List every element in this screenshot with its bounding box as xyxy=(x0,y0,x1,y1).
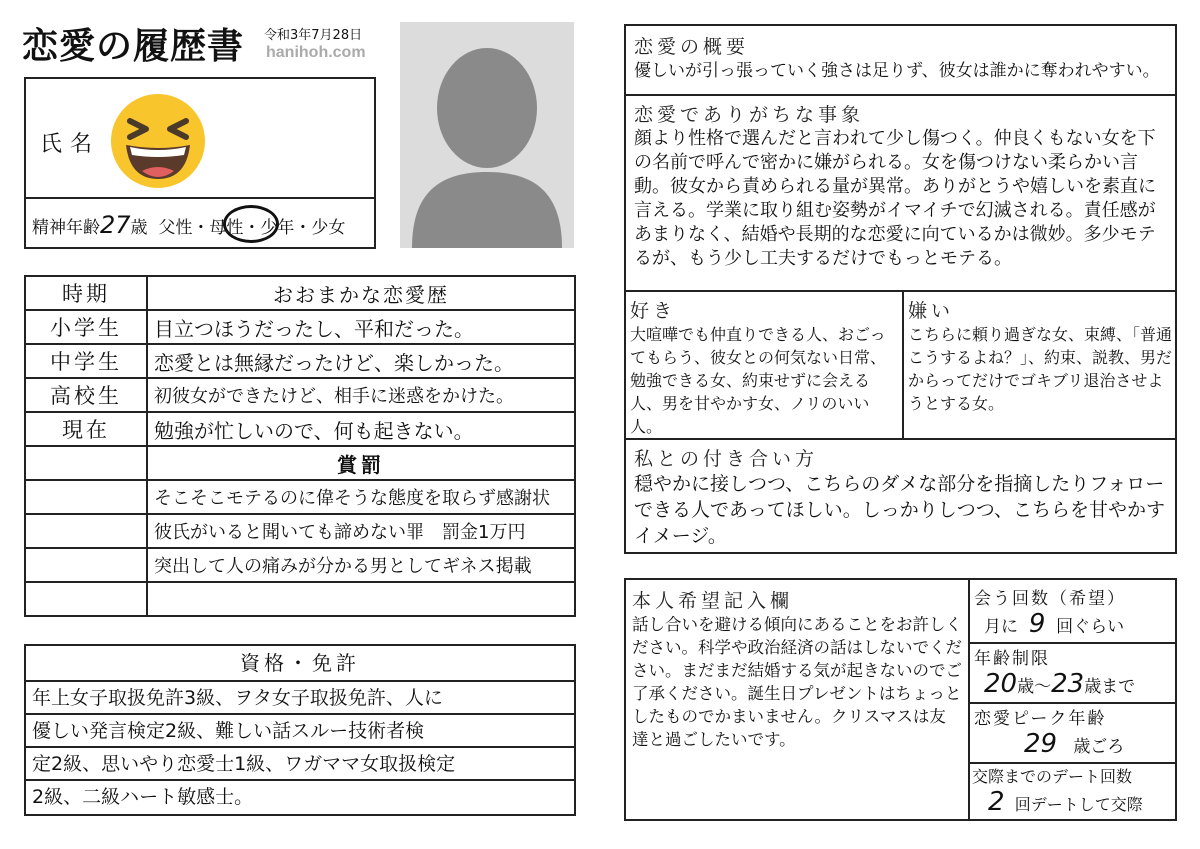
wishes-box xyxy=(624,578,1177,821)
qualification-line: 年上女子取扱免許3級、ヲタ女子取扱免許、人に xyxy=(26,682,574,715)
peak-age-section xyxy=(974,704,1174,759)
table-row xyxy=(25,514,575,548)
award-cell: 突出して人の痛みが分かる男としてギネス掲載 xyxy=(147,548,575,582)
period-cell: 現在 xyxy=(25,412,147,446)
qualification-line: 優しい発言検定2級、難しい話スルー技術者検 xyxy=(26,715,574,748)
typical-label: 恋愛でありがちな事象 xyxy=(634,104,865,126)
peak-suffix: 歳ごろ xyxy=(1073,737,1125,757)
likes-label: 好き xyxy=(630,300,677,322)
profile-details-box xyxy=(624,24,1177,554)
qualifications-box xyxy=(24,644,576,816)
table-row xyxy=(25,344,575,378)
page-title: 恋愛の履歴書 xyxy=(22,26,245,67)
age-mid: 歳～ xyxy=(1017,677,1052,697)
age-limit-section xyxy=(974,644,1174,699)
overview-section xyxy=(634,32,1170,83)
table-row xyxy=(25,480,575,514)
wishes-label: 本人希望記入欄 xyxy=(632,590,794,612)
award-cell: 彼氏がいると聞いても諦めない罪 罰金1万円 xyxy=(147,514,575,548)
name-box xyxy=(24,77,376,249)
meet-value-row xyxy=(974,609,1174,639)
dates-row xyxy=(972,787,1176,817)
likes-text: 大喧嘩でも仲直りできる人、おごってもらう、彼女との何気ない日常、勉強できる女、約束せずに会える人、男を甘やかす女、ノリのいい人。 xyxy=(630,325,887,436)
age-suffix: 歳 xyxy=(130,218,148,238)
age-options: 父性・母性・少年・少女 xyxy=(158,218,346,238)
overview-label: 恋愛の概要 xyxy=(634,36,750,58)
photo-placeholder xyxy=(400,22,574,248)
typical-text: 顔より性格で選んだと言われて少し傷つく。仲良くもない女を下の名前で呼んで密かに嫌がられる。女を傷つけない柔らかい言動。彼女から責められる量が異常。ありがとうや嬉しいを素直に言える。学業に取り組む姿勢がイマイチで幻滅される。責任感があまりなく、結婚や長期的な恋愛に向ているかは微妙。多少モテるが、もう少し工夫するだけでもっとモテる。 xyxy=(634,128,1156,269)
dislikes-label: 嫌い xyxy=(908,300,955,322)
peak-label: 恋愛ピーク年齢 xyxy=(974,709,1107,729)
table-row xyxy=(25,412,575,446)
awards-header-row xyxy=(25,446,575,480)
summary-cell: 初彼女ができたけど、相手に迷惑をかけた。 xyxy=(147,378,575,412)
dates-label: 交際までのデート回数 xyxy=(972,767,1133,786)
likes-section xyxy=(630,296,898,438)
summary-cell: 勉強が忙しいので、何も起きない。 xyxy=(147,412,575,446)
name-label: 氏名 xyxy=(40,132,101,157)
table-row xyxy=(25,378,575,412)
dates-suffix: 回デートして交際 xyxy=(1014,795,1143,814)
dislikes-text: こちらに頼り過ぎな女、束縛、「普通こうするよね？」、約束、説教、男だからってだけでゴキブリ退治させようとする女。 xyxy=(908,325,1173,413)
period-cell: 高校生 xyxy=(25,378,147,412)
age-value: 27 xyxy=(100,211,131,239)
peak-value: 29 xyxy=(1024,729,1058,759)
col-period: 時期 xyxy=(25,276,147,310)
table-row xyxy=(25,548,575,582)
mental-age-row xyxy=(32,211,345,239)
date-count-section xyxy=(972,764,1176,817)
awards-label: 賞罰 xyxy=(147,446,575,480)
award-cell: そこそこモテるのに偉そうな態度を取らず感謝状 xyxy=(147,480,575,514)
overview-text: 優しいが引っ張っていく強さは足りず、彼女は誰かに奪われやすい。 xyxy=(634,61,1160,81)
date-text: 令和3年7月28日 xyxy=(264,28,363,43)
age-limit-label: 年齢制限 xyxy=(974,649,1050,669)
meet-label: 会う回数（希望） xyxy=(974,589,1126,609)
age-prefix: 精神年齢 xyxy=(32,218,100,238)
table-row xyxy=(25,310,575,344)
peak-row xyxy=(974,729,1174,759)
age-min: 20 xyxy=(984,669,1018,699)
age-max: 23 xyxy=(1051,669,1085,699)
meet-value: 9 xyxy=(1028,609,1046,639)
typical-section xyxy=(634,100,1170,271)
how-to-label: 私との付き合い方 xyxy=(634,448,819,470)
summary-cell: 目立つほうだったし、平和だった。 xyxy=(147,310,575,344)
person-silhouette-icon xyxy=(400,22,574,248)
meet-prefix: 月に xyxy=(984,617,1018,637)
table-header-row xyxy=(25,276,575,310)
table-row xyxy=(25,582,575,616)
meet-count-section xyxy=(974,584,1174,639)
summary-cell: 恋愛とは無縁だったけど、楽しかった。 xyxy=(147,344,575,378)
grinning-squinting-face-icon xyxy=(108,91,208,191)
dislikes-section xyxy=(908,296,1172,415)
qualifications-label: 資格・免許 xyxy=(26,646,574,682)
period-cell: 中学生 xyxy=(25,344,147,378)
site-url: hanihoh.com xyxy=(266,44,366,61)
meet-suffix: 回ぐらい xyxy=(1056,617,1125,637)
selected-option-circle xyxy=(223,205,279,243)
how-to-text: 穏やかに接しつつ、こちらのダメな部分を指摘したりフォローできる人であってほしい。しっかりしつつ、こちらを甘やかすイメージ。 xyxy=(634,473,1166,547)
history-table xyxy=(24,275,576,617)
qualification-line: 2級、二級ハート敏感士。 xyxy=(32,786,254,808)
wishes-section xyxy=(632,586,962,751)
dates-value: 2 xyxy=(988,787,1005,817)
qualification-line: 定2級、思いやり恋愛士1級、ワガママ女取扱検定 xyxy=(26,748,574,781)
age-limit-row xyxy=(974,669,1174,699)
how-to-section xyxy=(634,444,1170,549)
col-summary: おおまかな恋愛歴 xyxy=(147,276,575,310)
age-suffix-text: 歳まで xyxy=(1084,677,1136,697)
name-divider xyxy=(26,197,374,199)
wishes-text: 話し合いを避ける傾向にあることをお許しください。科学や政治経済の話はしないでください。まだまだ結婚する気が起きないのでご了承ください。誕生日プレゼントはちょっとしたものでかまいません。クリスマスは友達と過ごしたいです。 xyxy=(632,615,962,749)
period-cell: 小学生 xyxy=(25,310,147,344)
